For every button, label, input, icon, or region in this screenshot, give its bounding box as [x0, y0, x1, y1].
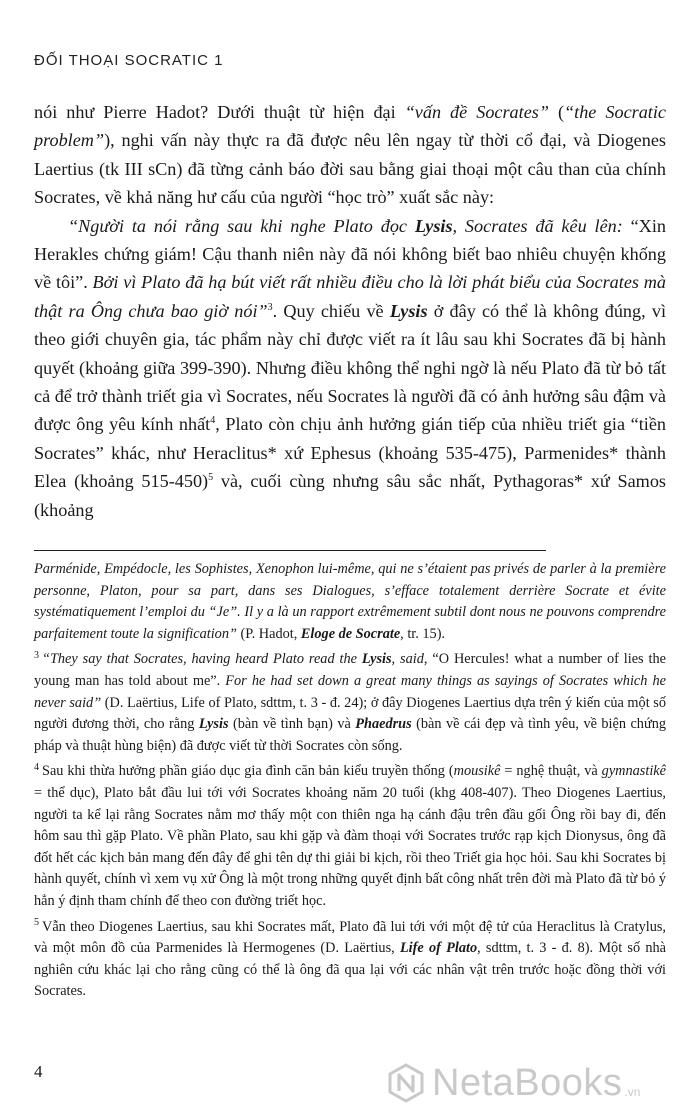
italic-run: gymnastikê	[601, 763, 666, 780]
watermark	[386, 1058, 696, 1108]
bold-italic-run: Phaedrus	[355, 716, 412, 733]
bold-italic-run: Eloge de Socrate	[300, 625, 401, 642]
italic-run: , Socrates đã kêu lên:	[452, 215, 631, 236]
text-run: (P. Hadot,	[236, 625, 301, 642]
footnote-3-text	[34, 651, 666, 753]
footnote-4-text	[34, 763, 666, 909]
text-run: = thể dục), Plato bắt đầu lui tới với Socrates khoảng năm 20 tuổi (khg 408-407). Theo Diogenes Laertius, người ta kể lại rằng Socrates nằm mơ thấy một con thiên nga hạ cánh đậu trên đầu gối Ông rồi bay đi, đến hôm sau thì gặp Plato. Về phần Plato, sau khi gặp và đàm thoại với Socrates trước rạp kịch Dionysus, ông đã đốt hết các kịch bản mang đến đây để ghi tên dự thi giải bi kịch, rồi theo Triết gia học hỏi. Sau khi Socrates bị hành quyết, chính vì xem vụ xử Ông là một trong những quyết định bất công nhất trên đời mà Plato đã từ bỏ ý hẳn ý định tham chính để theo con đường triết học.	[34, 784, 666, 909]
bold-italic-run: Lysis	[361, 651, 392, 668]
main-body-text	[34, 98, 666, 524]
watermark-brand: NetaBooks	[432, 1061, 623, 1104]
footnote-ref: 5	[208, 472, 214, 484]
text-run: , “O Hercules! what a number of lies the young man has told about me”.	[34, 651, 667, 689]
text-run: và, cuối cùng nhưng sâu sắc nhất, Pythagoras* xứ Samos (khoảng	[34, 471, 666, 520]
footnote-3-number: 3	[34, 649, 39, 661]
footnote-ref: 4	[210, 415, 216, 427]
italic-run: Parménide, Empédocle, les Sophistes, Xenophon lui-même, qui ne s’étaient pas privés de parler à la première personne, Platon, pour sa part, dans ses Dialogues, s’efface totalement derrière Socrate et évite systématiquement l’emploi du “Je”. Il y a là un rapport extrêmement subtil dont nous ne pouvons comprendre parfaitement toute la signification”	[34, 561, 666, 642]
italic-run: For he had set down a great many things as sayings of Socrates which he never said”	[34, 672, 666, 711]
italic-run: Bởi vì Plato đã hạ bút viết rất nhiều điều cho là lời phát biểu của Socrates mà thật ra Ông chưa bao giờ nói”	[34, 272, 666, 321]
footnote-3	[34, 649, 666, 757]
running-header: ĐỐI THOẠI SOCRATIC 1	[34, 52, 224, 69]
text-run: (D. Laërtius, Life of Plato, sdttm, t. 3 - đ. 24); ở đây Diogenes Laertius dựa trên ý kiến của một số người đương thời, cho rằng	[34, 694, 667, 733]
text-run: , sdttm, t. 3 - đ. 8). Một số nhà nghiên cứu khác lại cho rằng cũng có thể là ông đã qua lại với các nhân vật trên trước hoặc đồng thời với Socrates.	[34, 940, 666, 1000]
text-run: = nghệ thuật, và	[500, 763, 602, 780]
body-paragraph-2	[34, 212, 666, 524]
italic-run: “Người ta nói rằng sau khi nghe Plato đọc	[68, 215, 415, 236]
text-run: (bàn về tình bạn) và	[228, 716, 356, 733]
text-run: ở đây có thể là không đúng, vì theo giới chuyên gia, tác phẩm này chỉ được viết ra ít lâu sau khi Socrates đã bị hành quyết (khoảng giữa 399-390). Nhưng điều không thể nghi ngờ là nếu Plato đã từ bỏ tất cả để trở thành triết gia vì Socrates, nếu Socrates là người đã có ảnh hưởng sâu đậm và được ông yêu kính nhất	[34, 300, 666, 435]
netabooks-logo-icon	[386, 1063, 426, 1103]
text-run: , Plato còn chịu ảnh hưởng gián tiếp của nhiều triết gia “tiền Socrates” khác, như Heraclitus* xứ Ephesus (khoảng 535-475), Parmenides* thành Elea (khoảng 515-450)	[34, 414, 666, 492]
footnote-5-number: 5	[34, 916, 39, 928]
footnote-4	[34, 761, 666, 912]
footnote-4-number: 4	[34, 761, 39, 773]
italic-run: , said	[391, 651, 424, 668]
footnote-ref: 3	[267, 301, 273, 313]
footnote-separator	[34, 550, 546, 551]
bold-italic-run: Lysis	[414, 215, 453, 236]
italic-run: “vấn đề Socrates”	[404, 102, 549, 122]
text-run: nói như Pierre Hadot? Dưới thuật từ hiện đại	[34, 102, 405, 122]
text-run: , tr. 15).	[400, 625, 446, 642]
watermark-tld: .vn	[624, 1085, 641, 1099]
text-run: Sau khi thừa hưởng phần giáo dục gia đình căn bản kiểu truyền thống (	[42, 763, 454, 780]
text-run: “Xin Herakles chứng giám! Cậu thanh niên này đã nói không biết bao nhiêu chuyện khống về tôi”.	[34, 215, 666, 293]
text-run: ), nghi vấn này thực ra đã được nêu lên ngay từ thời cổ đại, và Diogenes Laertius (tk III sCn) đã từng cảnh báo đời sau bằng giai thoại một câu than của chính Socrates, về khả năng hư cấu của người “học trò” xuất sắc này:	[34, 130, 666, 208]
body-paragraph-1	[34, 98, 666, 212]
text-run: Vẫn theo Diogenes Laertius, sau khi Socrates mất, Plato đã lui tới với một đệ tử của Heraclitus là Cratylus, và một môn đồ của Parmenides là Hermogenes (D. Laërtius,	[34, 918, 666, 957]
bold-italic-run: Lysis	[389, 300, 428, 321]
italic-run: mousikê	[453, 763, 501, 780]
footnotes	[34, 559, 666, 1003]
footnote-continuation	[34, 559, 666, 645]
page-number: 4	[34, 1062, 43, 1081]
text-run: (bàn về cái đẹp và tình yêu, về biện chứng pháp và thuật hùng biện) đã được viết từ thời Socrates còn sống.	[34, 716, 667, 754]
italic-run: “the Socratic problem”	[34, 102, 666, 151]
italic-run: “They say that Socrates, having heard Plato read the	[42, 651, 362, 668]
footnote-5	[34, 917, 666, 1003]
text-run: . Quy chiếu về	[272, 300, 390, 321]
text-run: (	[548, 102, 565, 122]
bold-italic-run: Life of Plato	[399, 940, 478, 957]
footnote-5-text	[34, 916, 666, 1000]
bold-italic-run: Lysis	[198, 716, 229, 733]
